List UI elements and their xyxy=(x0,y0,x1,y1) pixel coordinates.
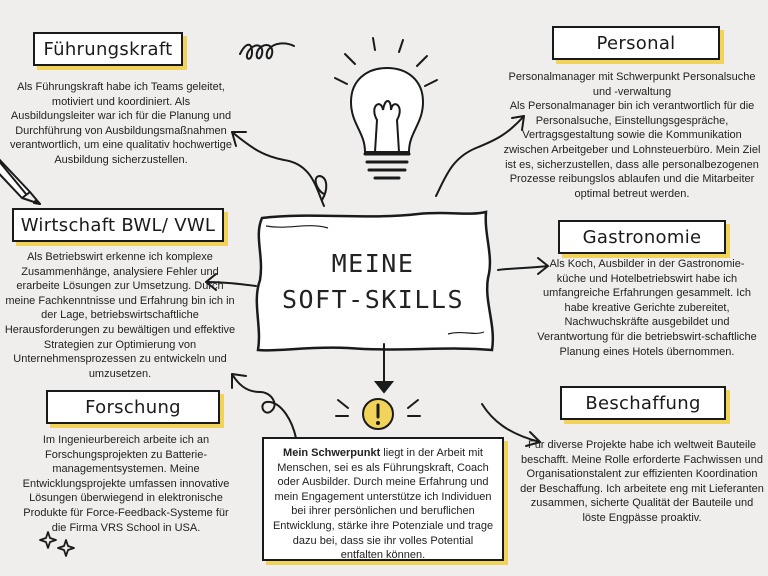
wirtschaft-paragraph: Als Betriebswirt erkenne ich komplexe Zusammenhänge, analysiere Fehler und erarbeite Lösungen zur Umsetzung. Durch meine Fachkenntnisse und Erfahrung bin ich in der Lage, betriebswirtschaftliche Herausforderungen zu bewältigen und effektive Strategien zur Optimierung von Unternehmensprozessen zu entwickeln und umzusetzen. xyxy=(4,251,236,380)
center-title-line2: SOFT-SKILLS xyxy=(281,285,465,314)
exclamation-icon xyxy=(360,396,396,432)
fuehrung-title-box xyxy=(33,32,183,66)
wirtschaft-title-box xyxy=(12,208,224,242)
forschung-title: Forschung xyxy=(85,396,181,418)
focus-text: liegt in der Arbeit mit Menschen, sei es als Führungskraft, Coach oder Ausbilder. Durch meine Erfahrung und mein Engagement unterstütze ich Individuen bei ihrer persönlichen und beruflichen Entwicklung, stärke ihre Potenziale und trage dazu bei, dass sie ihr volles Potential entfalten können. xyxy=(272,447,494,562)
arrow-left-up-icon xyxy=(224,120,334,210)
lightbulb-icon xyxy=(325,36,445,186)
gastronomie-title: Gastronomie xyxy=(582,226,702,248)
wirtschaft-text xyxy=(0,250,240,381)
forschung-title-box xyxy=(46,390,220,424)
gastronomie-paragraph: Als Koch, Ausbilder in der Gastronomie-küche und Hotelbetriebswirt habe ich umfangreiche Erfahrungen gesammelt. Ich habe kreative Gerichte zubereitet, Nachwuchskräfte ausgebildet und Verantwortung für die betriebswirt-schaftliche Planung eines Hotels übernommen. xyxy=(537,258,757,358)
beschaffung-text xyxy=(520,438,764,526)
beschaffung-title-box xyxy=(560,386,726,420)
center-title xyxy=(248,246,498,318)
spark-lines-right-icon xyxy=(398,396,422,426)
fuehrung-paragraph: Als Führungskraft habe ich Teams geleitet, motiviert und koordiniert. Als Ausbildungsleiter war ich für die Planung und Durchführung von Ausbildungsmaßnahmen verantwortlich, um eine qualitativ hochwertige Ausbildung sicherzustellen. xyxy=(10,81,232,166)
gastronomie-title-box xyxy=(558,220,726,254)
spark-lines-left-icon xyxy=(334,396,358,426)
forschung-paragraph: Im Ingenieurbereich arbeite ich an Forschungsprojekten zu Batterie-managementsystemen. Meine Entwicklungsprojekte umfassen innovative Lösungen überwiegend in elektronische Produkte für Force-Feedback-Systeme für die Firma VRS School in USA. xyxy=(22,434,230,534)
beschaffung-title: Beschaffung xyxy=(585,392,701,414)
beschaffung-paragraph: Für diverse Projekte habe ich weltweit Bauteile beschafft. Meine Rolle erforderte Fachwissen und Organisationstalent zur effizienten Koordination der Beschaffung. Ich arbeitete eng mit Lieferanten zusammen, sicherte Qualität der Bauteile und löste Engpässe proaktiv. xyxy=(520,439,764,524)
personal-title: Personal xyxy=(596,32,676,54)
center-title-line1: MEINE xyxy=(331,249,415,278)
fuehrung-text xyxy=(10,80,232,168)
arrow-down-icon xyxy=(372,342,396,396)
focus-bold: Mein Schwerpunkt xyxy=(283,447,381,459)
personal-subtitle: Personalmanager mit Schwerpunkt Personalsuche und -verwaltung xyxy=(508,71,756,98)
fuehrung-title: Führungskraft xyxy=(43,38,173,60)
personal-paragraph: Als Personalmanager bin ich verantwortlich für die Personalsuche, Einstellungsgespräche, Vertragsgestaltung sowie die Kommunikation zwischen Arbeitgeber und Lohnsteuerbüro. Mein Ziel ist es, sicherzustellen, dass alle personalbezogenen Prozesse reibungslos ablaufen und die Mitarbeiter optimal betreut werden. xyxy=(503,100,761,200)
personal-title-box xyxy=(552,26,720,60)
personal-text xyxy=(500,70,764,201)
squiggle-icon xyxy=(238,40,298,70)
focus-box xyxy=(262,437,504,561)
wirtschaft-title: Wirtschaft BWL/ VWL xyxy=(20,214,216,236)
forschung-text xyxy=(20,433,232,535)
gastronomie-text xyxy=(536,257,758,359)
